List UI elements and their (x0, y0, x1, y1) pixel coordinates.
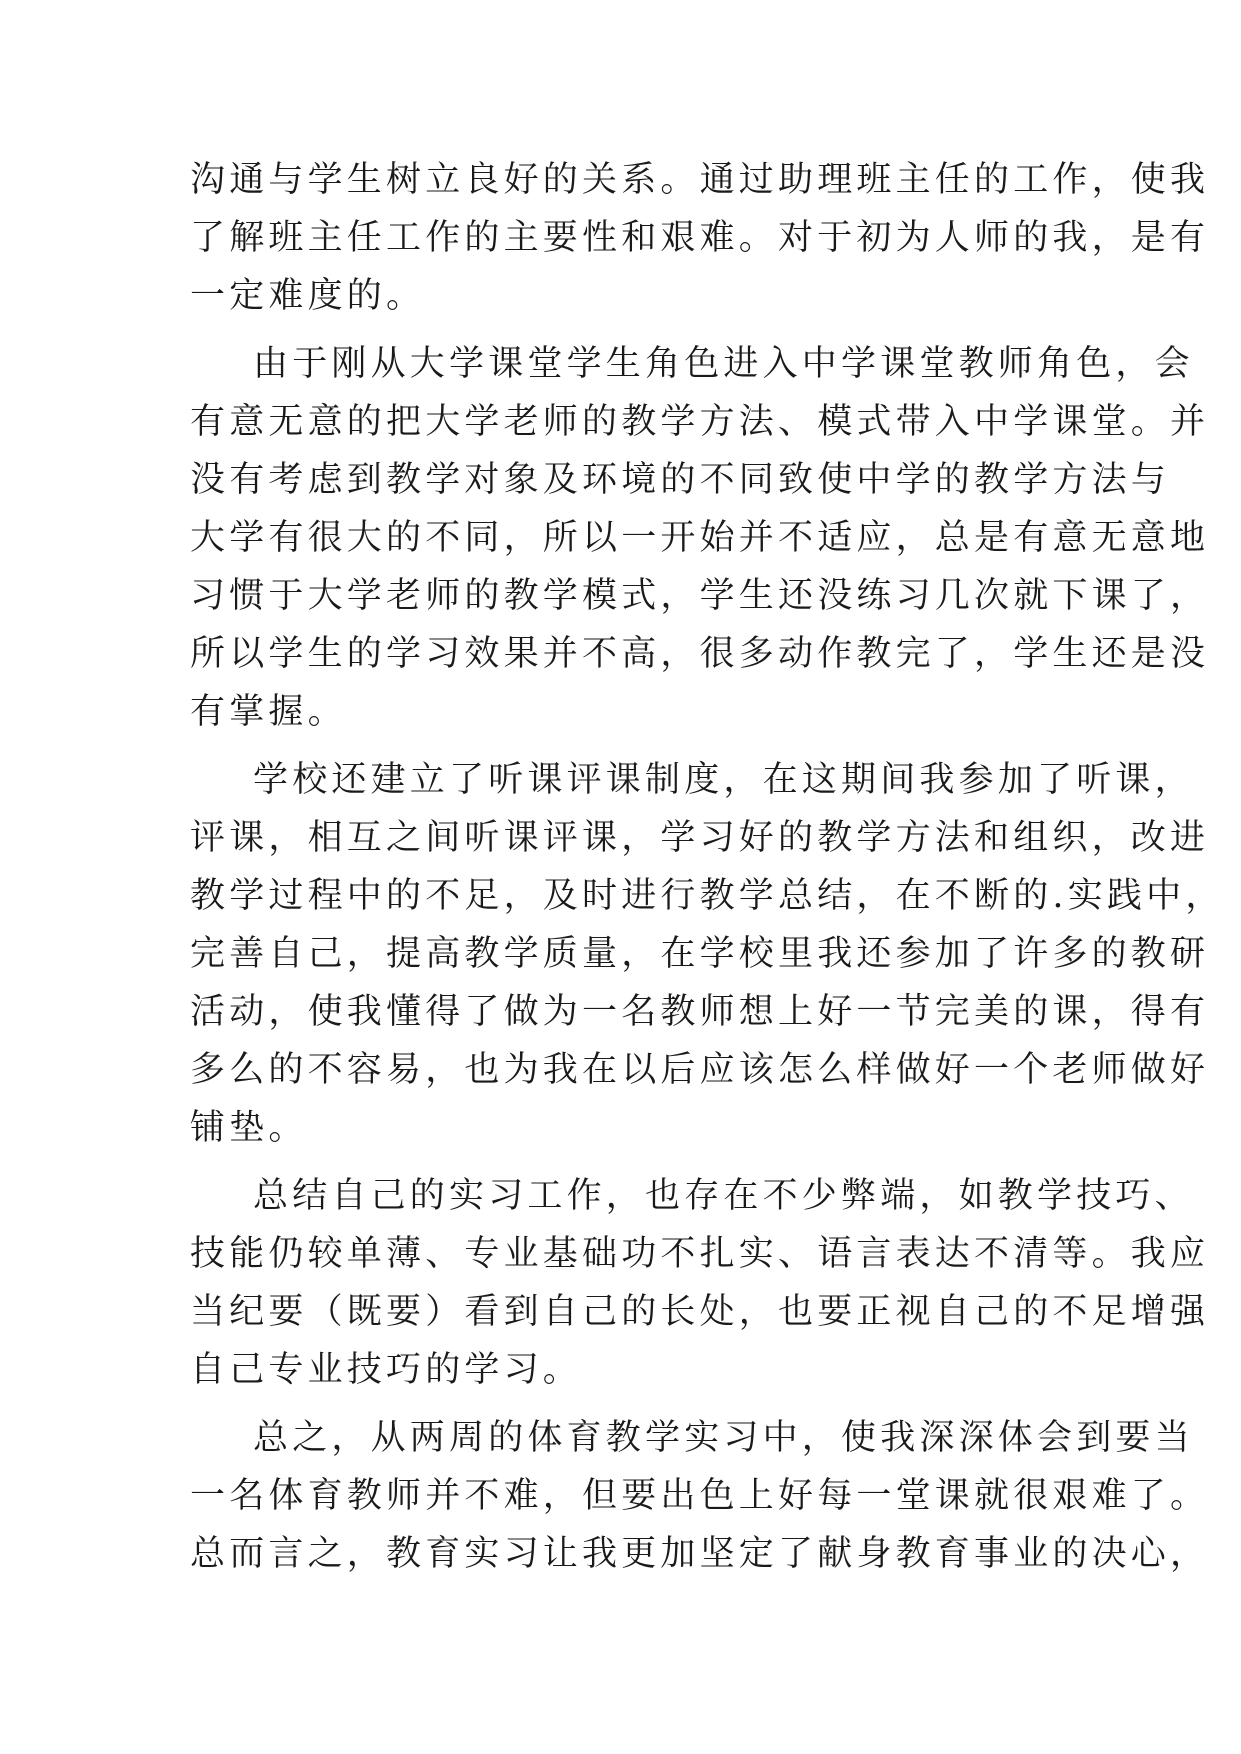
text-line: 习惯于大学老师的教学模式，学生还没练习几次就下课了， (190, 576, 1210, 616)
text-line: 当纪要（既要）看到自己的长处，也要正视自己的不足增强 (190, 1292, 1210, 1332)
text-line: 完善自己，提高教学质量，在学校里我还参加了许多的教研 (190, 934, 1210, 974)
text-line: 大学有很大的不同，所以一开始并不适应，总是有意无意地 (190, 518, 1210, 558)
text-line: 多么的不容易，也为我在以后应该怎么样做好一个老师做好 (190, 1050, 1210, 1090)
text-line: 沟通与学生树立良好的关系。通过助理班主任的工作，使我 (190, 160, 1210, 200)
text-line: 评课，相互之间听课评课，学习好的教学方法和组织，改进 (190, 818, 1210, 858)
text-line: 活动，使我懂得了做为一名教师想上好一节完美的课，得有 (190, 992, 1210, 1032)
text-line: 所以学生的学习效果并不高，很多动作教完了，学生还是没 (190, 634, 1210, 674)
text-line: 一定难度的。 (190, 276, 426, 316)
text-line: 没有考虑到教学对象及环境的不同致使中学的教学方法与 (190, 460, 1171, 500)
paragraph-first-line: 学校还建立了听课评课制度，在这期间我参加了听课， (253, 760, 1194, 800)
text-line: 总而言之，教育实习让我更加坚定了献身教育事业的决心， (190, 1534, 1210, 1574)
text-line: 有意无意的把大学老师的教学方法、模式带入中学课堂。并 (190, 402, 1210, 442)
paragraph-first-line: 总结自己的实习工作，也存在不少弊端，如教学技巧、 (253, 1176, 1194, 1216)
text-line: 一名体育教师并不难，但要出色上好每一堂课就很艰难了。 (190, 1476, 1210, 1516)
text-line: 自己专业技巧的学习。 (190, 1350, 583, 1390)
paragraph-first-line: 由于刚从大学课堂学生角色进入中学课堂教师角色，会 (253, 344, 1194, 384)
text-line: 技能仍较单薄、专业基础功不扎实、语言表达不清等。我应 (190, 1234, 1210, 1274)
text-line: 教学过程中的不足，及时进行教学总结，在不断的.实践中， (190, 876, 1225, 916)
paragraph-first-line: 总之，从两周的体育教学实习中，使我深深体会到要当 (253, 1418, 1194, 1458)
text-line: 铺垫。 (190, 1108, 308, 1148)
text-line: 有掌握。 (190, 692, 347, 732)
text-line: 了解班主任工作的主要性和艰难。对于初为人师的我，是有 (190, 218, 1210, 258)
